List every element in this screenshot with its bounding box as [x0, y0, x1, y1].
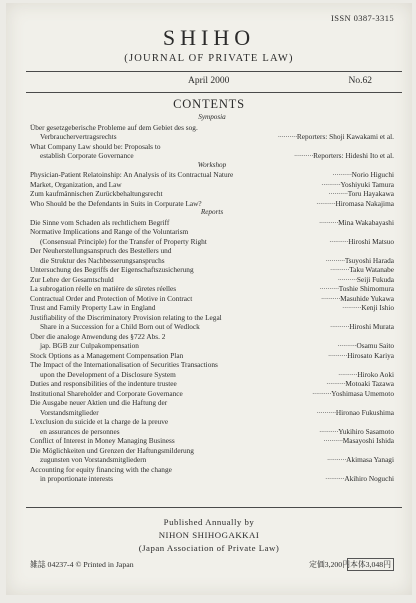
- leader-dots: ··········: [293, 151, 314, 160]
- entry-author: [328, 237, 394, 247]
- author-name: Taku Watanabe: [349, 265, 394, 274]
- toc-entry: [30, 408, 394, 418]
- author-name: Motoaki Tazawa: [345, 379, 394, 388]
- leader-dots: ··········: [338, 369, 358, 379]
- top-rule: [26, 71, 402, 72]
- leader-dots: ··········: [323, 436, 343, 445]
- leader-dots: ··········: [325, 255, 345, 265]
- section-heading: Symposia: [198, 113, 226, 121]
- entry-title: Über die analoge Anwendung des §722 Abs. 2: [30, 331, 166, 341]
- entry-title: die Struktur des Nachbesserungsanspruchs: [40, 255, 165, 265]
- entry-author: [324, 474, 394, 484]
- toc-entry: [30, 294, 394, 304]
- issn: ISSN 0387-3315: [331, 13, 394, 23]
- toc-entry: [30, 189, 394, 199]
- publisher-english: (Japan Association of Private Law): [138, 543, 280, 553]
- publisher-name: NIHON SHIHOGAKKAI: [158, 530, 260, 540]
- toc-entry: [30, 351, 394, 361]
- toc-entry: [30, 284, 394, 294]
- leader-dots: ··········: [320, 293, 341, 303]
- toc-entry: [30, 199, 394, 209]
- price-box: 本体3,048円: [347, 558, 394, 571]
- toc-entry: [30, 265, 394, 275]
- entry-title: establish Corporate Governance: [40, 151, 134, 160]
- entry-author: [341, 303, 394, 313]
- entry-title: Trust and Family Property Law in England: [30, 303, 156, 312]
- author-name: Akimasa Yanagi: [346, 455, 394, 464]
- leader-dots: ··········: [342, 303, 362, 312]
- toc-entry: [30, 218, 394, 228]
- entry-author: [326, 455, 394, 465]
- leader-dots: ··········: [318, 217, 339, 227]
- entry-title: en assurances de personnes: [40, 426, 120, 436]
- entry-author: [320, 294, 394, 304]
- entry-author: [327, 351, 394, 361]
- leader-dots: ··········: [329, 322, 350, 331]
- entry-title: Normative Implications and Range of the Voluntarism: [30, 227, 189, 236]
- entry-author: [325, 379, 394, 389]
- toc-entry: [30, 398, 394, 408]
- toc-entry: [30, 151, 394, 161]
- author-name: Seiji Fukuda: [356, 274, 394, 284]
- entry-title: Verbrauchervertragsrechts: [40, 132, 117, 141]
- date-rule: [26, 92, 402, 93]
- toc-entry: [30, 370, 394, 380]
- entry-title: Die Ausgabe neuer Aktien und die Haftung der: [30, 398, 168, 407]
- toc-entry: [30, 313, 394, 323]
- entry-author: [322, 436, 394, 446]
- author-name: Yoshiyuki Tamura: [340, 179, 394, 189]
- toc-entry: [30, 227, 394, 237]
- toc-entry: [30, 360, 394, 370]
- author-name: Hiroshi Murata: [349, 322, 394, 331]
- entry-author: [327, 189, 394, 199]
- price: 定価3,200円: [309, 560, 350, 569]
- leader-dots: ··········: [316, 407, 336, 417]
- leader-dots: ··········: [321, 179, 341, 189]
- entry-author: [320, 180, 394, 190]
- toc-entry: [30, 427, 394, 437]
- toc-entry: [30, 446, 394, 456]
- toc-entry: [30, 379, 394, 389]
- entry-title: Justifiability of the Discriminatory Provision relating to the Legal: [30, 312, 222, 322]
- leader-dots: ··········: [337, 341, 357, 350]
- entry-title: Conflict of Interest in Money Managing Business: [30, 436, 175, 445]
- leader-dots: ··········: [311, 388, 332, 398]
- footer-rule: [26, 507, 402, 508]
- entry-author: [311, 389, 394, 399]
- entry-title: Market, Organization, and Law: [30, 179, 122, 189]
- contents-heading: CONTENTS: [173, 97, 245, 111]
- author-name: Toru Hayakawa: [347, 189, 394, 198]
- leader-dots: ··········: [319, 284, 339, 293]
- toc-entry: [30, 237, 394, 247]
- leader-dots: ··········: [327, 350, 348, 360]
- entry-title: Der Neuherstellungsanspruch des Bestellers und: [30, 246, 172, 255]
- publisher-line: Published Annually by: [163, 517, 255, 527]
- toc-entry: [30, 303, 394, 313]
- leader-dots: ··········: [328, 189, 348, 198]
- entry-title: Share in a Succession for a Child Born out of Wedlock: [40, 322, 200, 331]
- author-name: Akihiro Noguchi: [344, 474, 394, 483]
- entry-title: Die Sinne vom Schaden als rechtlichem Begriff: [30, 217, 170, 227]
- leader-dots: ··········: [332, 170, 352, 179]
- entry-author: [337, 275, 394, 285]
- entry-title: in proportionate interests: [40, 474, 113, 483]
- leader-dots: ··········: [326, 455, 347, 464]
- entry-author: [315, 199, 394, 209]
- entry-title: Zur Lehre der Gesamtschuld: [30, 274, 114, 284]
- leader-dots: ··········: [326, 379, 346, 388]
- author-name: Hiroshi Matsuo: [348, 236, 394, 246]
- entry-title: (Consensual Principle) for the Transfer of Property Right: [40, 236, 207, 246]
- issue-info: [6, 76, 412, 90]
- entry-author: [337, 370, 394, 380]
- toc-entry: [30, 123, 394, 133]
- author-name: Toshie Shimomura: [338, 284, 394, 293]
- leader-dots: ··········: [329, 236, 349, 246]
- entry-author: [325, 256, 394, 266]
- author-name: Yoshimasa Umemoto: [331, 388, 394, 398]
- entry-title: zugunsten von Vorstandsmitgliedern: [40, 455, 147, 464]
- table-of-contents: [30, 113, 394, 484]
- entry-author: [277, 132, 394, 142]
- toc-entry: [30, 436, 394, 446]
- entry-title: The Impact of the Internationalisation of Securities Transactions: [30, 360, 218, 369]
- toc-entry: [30, 142, 394, 152]
- author-name: Masayoshi Ishida: [342, 436, 394, 445]
- leader-dots: ··········: [325, 474, 345, 483]
- toc-entry: [30, 180, 394, 190]
- author-name: Osamu Saito: [356, 341, 394, 350]
- entry-author: [336, 341, 394, 351]
- entry-title: Vorstandsmitglieder: [40, 407, 99, 417]
- journal-title: SHIHO: [162, 25, 256, 50]
- leader-dots: ··········: [337, 274, 357, 284]
- author-name: Yukihiro Sasamoto: [338, 426, 394, 436]
- section-heading: Reports: [200, 208, 224, 216]
- entry-title: Zum kaufmännischen Zurückbehaltungsrecht: [30, 189, 163, 198]
- entry-author: [293, 151, 394, 161]
- author-name: Hiroko Aoki: [357, 369, 394, 379]
- toc-entry: [30, 332, 394, 342]
- leader-dots: ··········: [318, 426, 339, 436]
- entry-title: Physician-Patient Relatoinship: An Analysis of its Contractual Nature: [30, 170, 234, 179]
- author-name: Mina Wakabayashi: [338, 217, 394, 227]
- entry-title: Institutional Shareholder and Corporate Governance: [30, 388, 183, 398]
- toc-entry: [30, 465, 394, 475]
- entry-title: jap. BGB zur Culpakompensation: [40, 341, 139, 350]
- author-name: Masuhide Yukawa: [340, 293, 394, 303]
- leader-dots: ··········: [316, 198, 336, 208]
- entry-author: [316, 408, 394, 418]
- toc-entry: [30, 275, 394, 285]
- leader-dots: ··········: [277, 132, 297, 141]
- author-name: Tsuyoshi Harada: [344, 255, 394, 265]
- section-heading: Workshop: [197, 160, 227, 169]
- entry-title: Über gesetzgeberische Probleme auf dem Gebiet des sog.: [30, 122, 198, 132]
- bottom-info: [30, 559, 394, 571]
- journal-subtitle: (JOURNAL OF PRIVATE LAW): [124, 53, 294, 64]
- entry-author: [318, 218, 394, 228]
- issue-date: April 2000: [188, 76, 230, 86]
- toc-entry: [30, 455, 394, 465]
- entry-author: [329, 322, 394, 332]
- entry-title: Untersuchung des Begriffs der Eigenschaftszusicherung: [30, 265, 194, 274]
- author-name: Hirosato Kariya: [347, 350, 394, 360]
- toc-entry: [30, 322, 394, 332]
- entry-title: Contractual Order and Protection of Motive in Contract: [30, 293, 193, 303]
- entry-title: Accounting for equity financing with the change: [30, 464, 172, 474]
- entry-title: What Company Law should be: Proposals to: [30, 141, 161, 151]
- journal-page: [6, 3, 412, 595]
- entry-title: Duties and responsibilities of the indenture trustee: [30, 379, 177, 388]
- magazine-code: 雑誌 04237-4 © Printed in Japan: [30, 560, 134, 569]
- entry-author: [329, 265, 394, 275]
- toc-entry: [30, 256, 394, 266]
- entry-title: L'exclusion du suicide et la charge de la preuve: [30, 417, 169, 426]
- author-name: Kenji Ishio: [361, 303, 394, 312]
- toc-entry: [30, 417, 394, 427]
- author-name: Norio Higuchi: [351, 170, 394, 179]
- author-name: Hironao Fukushima: [335, 407, 394, 417]
- entry-title: Stock Options as a Management Compensation Plan: [30, 350, 184, 360]
- author-name: Reporters: Hideshi Ito et al.: [313, 151, 394, 160]
- entry-title: Who Should be the Defendants in Suits in Corpurate Law?: [30, 198, 202, 208]
- entry-author: [318, 284, 394, 294]
- toc-entry: [30, 170, 394, 180]
- entry-title: upon the Development of a Disclosure System: [40, 369, 176, 379]
- toc-entry: [30, 132, 394, 142]
- entry-title: Die Möglichkeiten und Grenzen der Haftungsmilderung: [30, 445, 194, 455]
- toc-entry: [30, 341, 394, 351]
- leader-dots: ··········: [329, 265, 350, 274]
- entry-author: [331, 170, 394, 180]
- toc-entry: [30, 474, 394, 484]
- toc-entry: [30, 246, 394, 256]
- entry-title: La subrogation réelle en matière de sûretes réelles: [30, 284, 177, 293]
- author-name: Hiromasa Nakajima: [335, 198, 394, 208]
- toc-entry: [30, 389, 394, 399]
- issue-number: No.62: [348, 76, 372, 86]
- author-name: Reporters: Shoji Kawakami et al.: [296, 132, 394, 141]
- entry-author: [318, 427, 394, 437]
